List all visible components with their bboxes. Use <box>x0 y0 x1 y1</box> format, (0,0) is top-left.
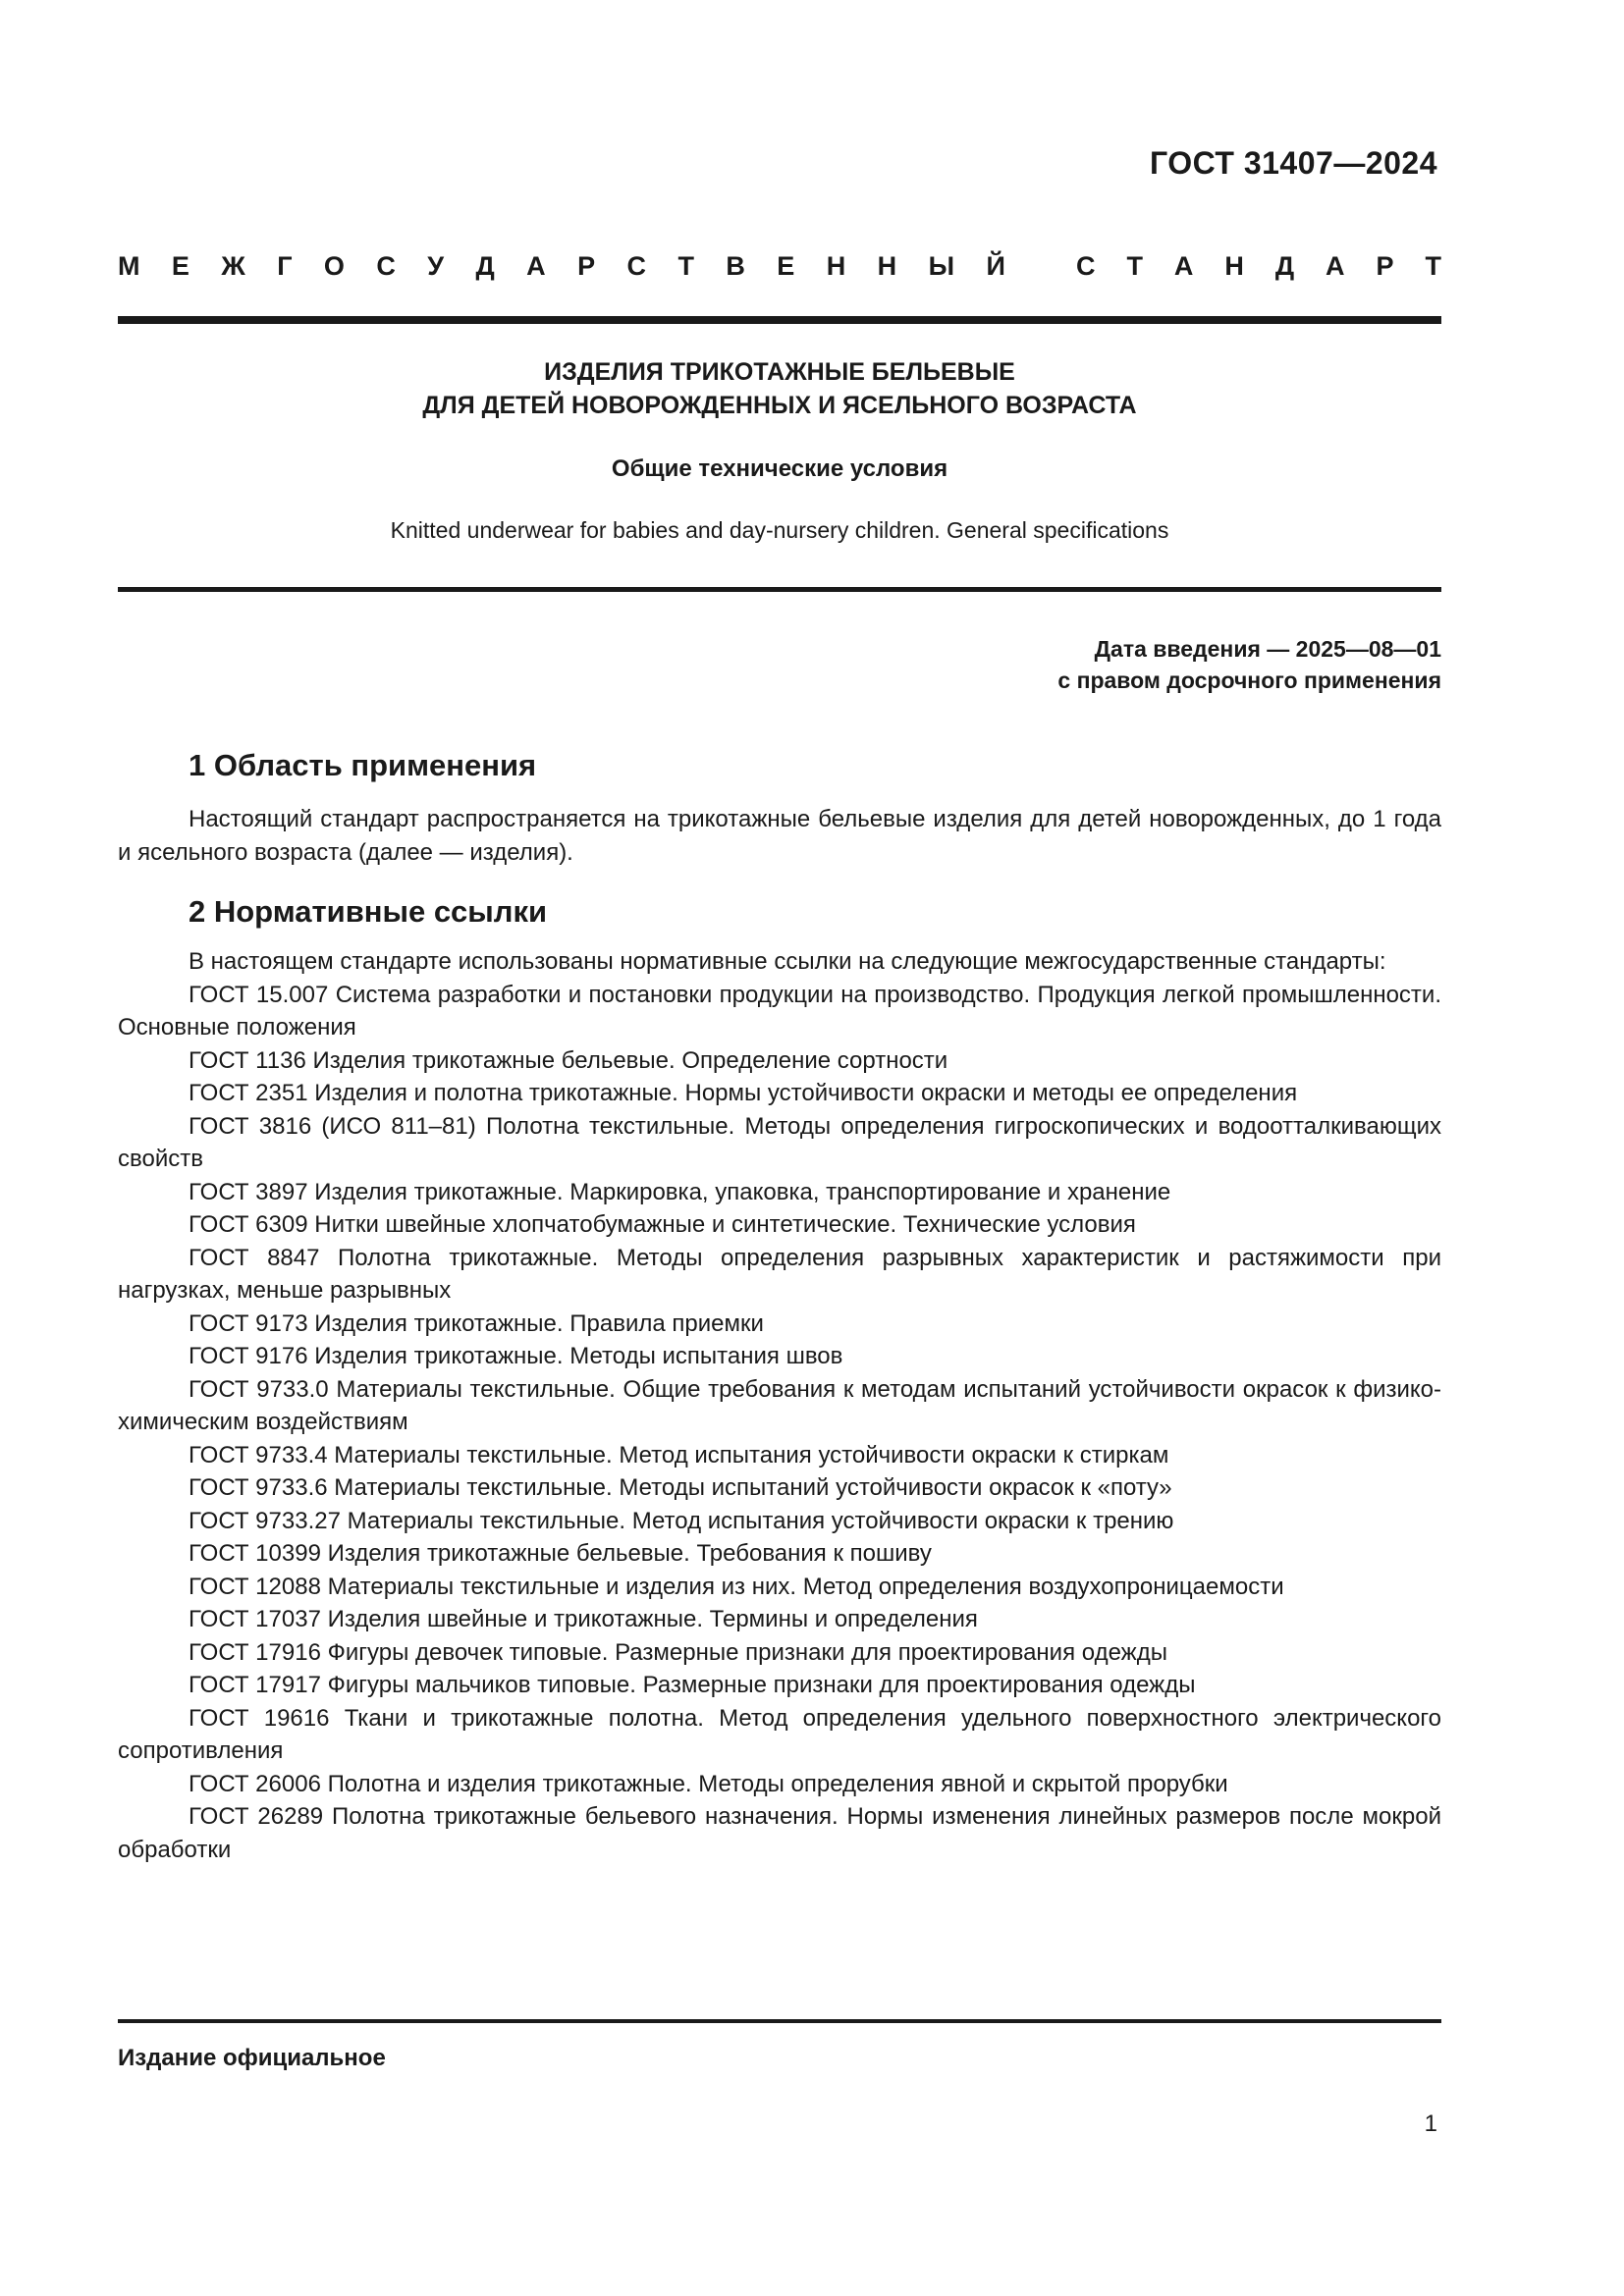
reference-item: ГОСТ 3897 Изделия трикотажные. Маркировка, упаковка, транспортирование и хранение <box>189 1178 1171 1205</box>
letter: Д <box>1274 251 1295 281</box>
standard-type-heading <box>118 251 1441 282</box>
document-title <box>118 355 1441 422</box>
letter: Н <box>826 251 846 281</box>
reference-item: ГОСТ 9733.27 Материалы текстильные. Метод испытания устойчивости окраски к трению <box>189 1507 1174 1534</box>
letter: Е <box>777 251 795 281</box>
reference-item: ГОСТ 8847 Полотна трикотажные. Методы определения разрывных характеристик и растяжимости при нагрузках, меньше разрывных <box>118 1244 1441 1304</box>
reference-item: ГОСТ 10399 Изделия трикотажные бельевые. Требования к пошиву <box>189 1540 932 1567</box>
letter: У <box>427 251 445 281</box>
reference-item: ГОСТ 9733.4 Материалы текстильные. Метод испытания устойчивости окраски к стиркам <box>189 1441 1169 1468</box>
standard-type-word-standard <box>1076 251 1441 282</box>
title-line-1: ИЗДЕЛИЯ ТРИКОТАЖНЫЕ БЕЛЬЕВЫЕ <box>544 358 1015 386</box>
reference-item: ГОСТ 19616 Ткани и трикотажные полотна. Метод определения удельного поверхностного электрического сопротивления <box>118 1704 1441 1764</box>
reference-item: ГОСТ 17037 Изделия швейные и трикотажные. Термины и определения <box>189 1606 978 1632</box>
letter: С <box>626 251 647 281</box>
reference-item: ГОСТ 26289 Полотна трикотажные бельевого назначения. Нормы изменения линейных размеров после мокрой обработки <box>118 1803 1441 1863</box>
letter: Ы <box>928 251 955 281</box>
letter: Н <box>1224 251 1244 281</box>
letter: Т <box>1126 251 1143 281</box>
letter: Т <box>1425 251 1441 281</box>
scope-paragraph: Настоящий стандарт распространяется на трикотажные бельевые изделия для детей новорожденных, до 1 года и ясельного возраста (далее — изделия). <box>118 806 1441 866</box>
letter: А <box>526 251 546 281</box>
title-divider <box>118 587 1441 592</box>
introduction-date <box>1057 633 1441 696</box>
document-body <box>118 746 1441 1866</box>
letter: Е <box>171 251 189 281</box>
footer-divider <box>118 2019 1441 2023</box>
letter: А <box>1173 251 1194 281</box>
title-line-2: ДЛЯ ДЕТЕЙ НОВОРОЖДЕННЫХ И ЯСЕЛЬНОГО ВОЗРАСТА <box>422 392 1137 419</box>
letter: А <box>1326 251 1345 281</box>
reference-item: ГОСТ 6309 Нитки швейные хлопчатобумажные и синтетические. Технические условия <box>189 1211 1136 1238</box>
reference-item: ГОСТ 9176 Изделия трикотажные. Методы испытания швов <box>189 1343 843 1369</box>
official-edition-label: Издание официальное <box>118 2045 386 2071</box>
reference-item: ГОСТ 17917 Фигуры мальчиков типовые. Размерные признаки для проектирования одежды <box>189 1672 1196 1698</box>
letter: Й <box>986 251 1005 281</box>
letter: Т <box>677 251 694 281</box>
document-number: ГОСТ 31407—2024 <box>1149 145 1437 181</box>
reference-item: ГОСТ 9733.6 Материалы текстильные. Методы испытаний устойчивости окрасок к «поту» <box>189 1474 1172 1501</box>
letter: Д <box>475 251 495 281</box>
letter: Н <box>877 251 897 281</box>
reference-item: ГОСТ 9733.0 Материалы текстильные. Общие требования к методам испытаний устойчивости окрасок к физико-химическим воздействиям <box>118 1375 1441 1435</box>
letter: С <box>376 251 396 281</box>
introduction-date-line: Дата введения — 2025—08—01 <box>1094 636 1441 662</box>
letter: Г <box>277 251 293 281</box>
standard-type-word-interstate <box>118 251 1005 282</box>
reference-item: ГОСТ 17916 Фигуры девочек типовые. Размерные признаки для проектирования одежды <box>189 1638 1167 1666</box>
letter: Ж <box>221 251 245 281</box>
document-subtitle: Общие технические условия <box>611 455 948 482</box>
reference-item: ГОСТ 26006 Полотна и изделия трикотажные. Методы определения явной и скрытой прорубки <box>189 1770 1228 1797</box>
reference-item: ГОСТ 2351 Изделия и полотна трикотажные. Нормы устойчивости окраски и методы ее определения <box>189 1080 1298 1106</box>
early-application-line: с правом досрочного применения <box>1057 667 1441 693</box>
letter: В <box>726 251 745 281</box>
letter: О <box>323 251 345 281</box>
references-intro: В настоящем стандарте использованы нормативные ссылки на следующие межгосударственные стандарты: <box>189 948 1386 975</box>
letter: Р <box>577 251 596 281</box>
reference-item: ГОСТ 15.007 Система разработки и постановки продукции на производство. Продукция легкой промышленности. Основные положения <box>118 981 1441 1041</box>
top-divider <box>118 316 1441 324</box>
reference-item: ГОСТ 9173 Изделия трикотажные. Правила приемки <box>189 1309 764 1337</box>
letter: Р <box>1376 251 1394 281</box>
page-number: 1 <box>1424 2110 1437 2137</box>
reference-item: ГОСТ 3816 (ИСО 811–81) Полотна текстильные. Методы определения гигроскопических и водоотталкивающих свойств <box>118 1112 1441 1172</box>
letter: С <box>1076 251 1096 281</box>
section-heading-normative-references: 2 Нормативные ссылки <box>189 894 548 929</box>
reference-item: ГОСТ 1136 Изделия трикотажные бельевые. Определение сортности <box>189 1046 948 1074</box>
english-title: Knitted underwear for babies and day-nursery children. General specifications <box>390 517 1169 543</box>
section-heading-scope: 1 Область применения <box>189 748 537 782</box>
reference-item: ГОСТ 12088 Материалы текстильные и изделия из них. Метод определения воздухопроницаемости <box>189 1573 1284 1600</box>
letter: М <box>118 251 140 281</box>
